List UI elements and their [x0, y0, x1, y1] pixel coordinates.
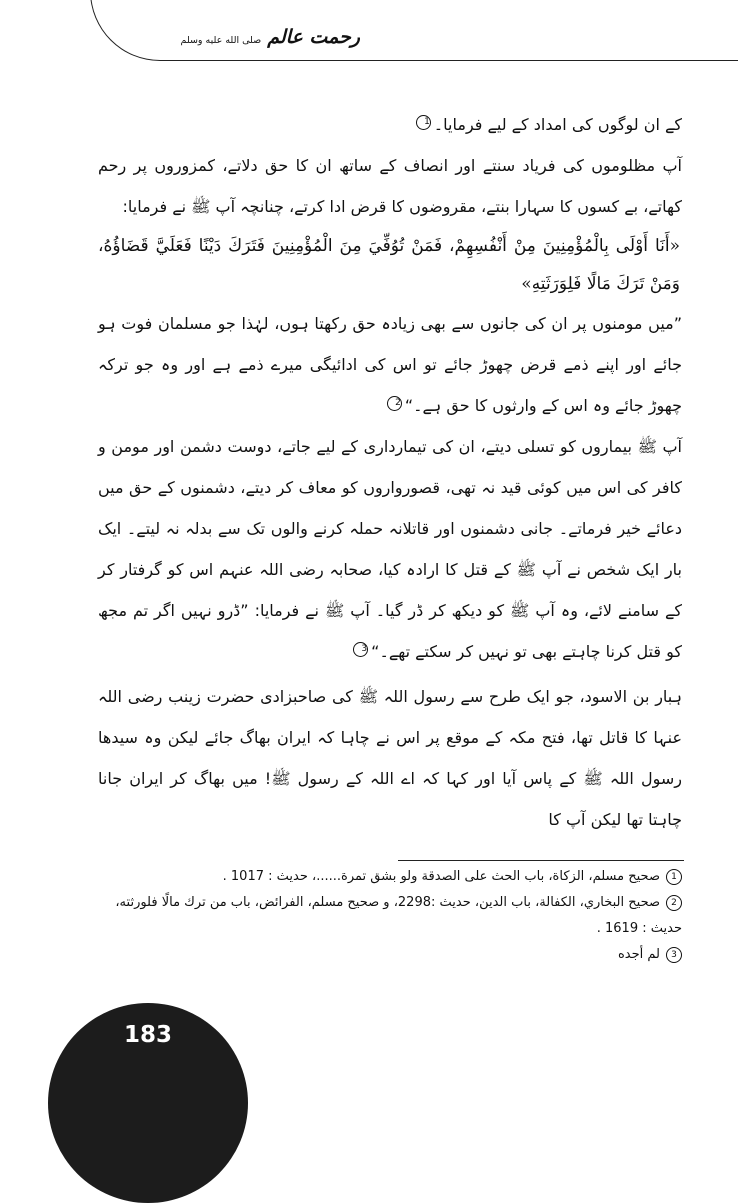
- paragraph-4: [98, 426, 682, 672]
- running-header: [181, 26, 361, 48]
- header-title: رحمت عالم: [267, 26, 360, 48]
- footnote-1-text: صحيح مسلم، الزكاة، باب الحث على الصدقة ولو بشق تمرة......، حديث : 1017 .: [222, 869, 660, 884]
- paragraph-2: آپ مظلوموں کی فریاد سنتے اور انصاف کے ساتھ ان کا حق دلاتے، کمزوروں پر رحم کھاتے، بے کسوں کا سہارا بنتے، مقروضوں کا قرض ادا کرتے، چنانچہ آپ ﷺ نے فرمایا:: [98, 156, 682, 216]
- footnote-3-number: 3: [666, 947, 682, 963]
- footnote-ref-3: 3: [353, 642, 368, 657]
- header-honorific: صلى الله عليه وسلم: [180, 35, 262, 46]
- footnote-3: [98, 942, 682, 968]
- footnotes: [98, 864, 682, 968]
- footnote-divider: [398, 860, 684, 861]
- paragraph-3-text: ”میں مومنوں پر ان کی جانوں سے بھی زیادہ حق رکھتا ہوں، لہٰذا جو مسلمان فوت ہو جائے اور اپنے ذمے قرض چھوڑ جائے تو اس کی ادائیگی میرے ذمے ہے اور وہ جو ترکہ چھوڑ جائے وہ اس کے وارثوں کا حق ہے۔“: [98, 314, 682, 415]
- paragraph-4-text: آپ ﷺ بیماروں کو تسلی دیتے، ان کی تیمارداری کے لیے جاتے، دوست دشمن اور مومن و کافر کی اس میں کوئی قید نہ تھی، قصورواروں کو معاف کر دیتے، دشمنوں کے حق میں دعائے خیر فرماتے۔ جانی دشمنوں اور قاتلانہ حملہ کرنے والوں تک سے بدلہ نہ لیتے۔ ایک بار ایک شخص نے آپ ﷺ کے قتل کا ارادہ کیا، صحابہ رضی اللہ عنہم اس کو گرفتار کر کے سامنے لائے، وہ آپ ﷺ کو دیکھ کر ڈر گیا۔ آپ ﷺ نے فرمایا: ”ڈرو نہیں اگر تم مجھ کو قتل کرنا چاہتے بھی تو نہیں کر سکتے تھے۔“: [98, 437, 682, 661]
- footnote-ref-2: 2: [387, 396, 402, 411]
- paragraph-1: [98, 104, 682, 145]
- footnote-ref-1: 1: [416, 115, 431, 130]
- footnote-2: [98, 890, 682, 942]
- paragraph-1-text: کے ان لوگوں کی امداد کے لیے فرمایا۔: [433, 115, 682, 134]
- footnote-2-number: 2: [666, 895, 682, 911]
- paragraph-3: [98, 303, 682, 426]
- footnote-1: [98, 864, 682, 890]
- main-text: [98, 104, 682, 840]
- page-number: 183: [123, 1022, 172, 1048]
- arabic-hadith: «أَنَا أَوْلَى بِالْمُؤْمِنِينَ مِنْ أَنْفُسِهِمْ، فَمَنْ تُوُفِّيَ مِنَ الْمُؤْمِنِينَ فَتَرَكَ دَيْنًا فَعَلَيَّ قَضَاؤُهُ، وَمَنْ تَرَكَ مَالًا فَلِوَرَثَتِهِ»: [98, 236, 680, 294]
- paragraph-5: ہبار بن الاسود، جو ایک طرح سے رسول اللہ ﷺ کی صاحبزادی حضرت زینب رضی اللہ عنہا کا قاتل تھا، فتح مکہ کے موقع پر اس نے چاہا کہ ایران بھاگ جائے لیکن وہ سیدھا رسول اللہ ﷺ کے پاس آیا اور کہا کہ اے اللہ کے رسول ﷺ! میں بھاگ کر ایران جانا چاہتا تھا لیکن آپ کا: [98, 687, 682, 829]
- footnote-1-number: 1: [666, 869, 682, 885]
- footnote-2-text: صحيح البخاري، الكفالة، باب الدين، حديث :2298، و صحيح مسلم، الفرائض، باب من ترك مالًا فلورثته، حديث : 1619 .: [115, 895, 682, 936]
- footnote-3-text: لم أجده: [617, 947, 660, 962]
